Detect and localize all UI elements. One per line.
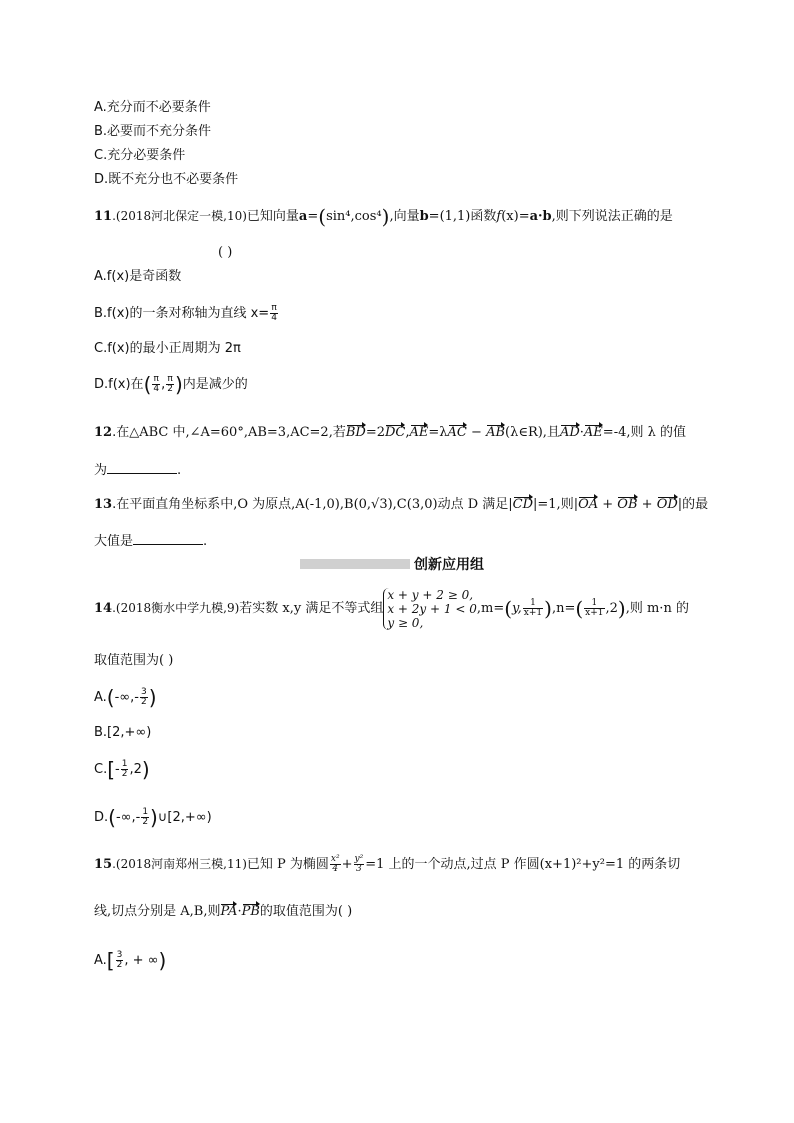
denominator: 2: [142, 817, 149, 827]
vector-ab: AB: [486, 425, 506, 440]
fraction: [166, 375, 174, 394]
q13-text: |的最: [677, 497, 709, 512]
q12-text: ,: [405, 425, 410, 440]
q15-text: 已知 P 为椭圆: [246, 857, 329, 872]
paren-right: ): [617, 596, 626, 621]
numerator: π: [153, 374, 159, 384]
question-number: 12: [94, 425, 113, 440]
q12-text: ·: [579, 425, 584, 440]
bracket-left: [: [107, 757, 116, 782]
numerator: π: [271, 303, 277, 313]
inequality: x + y + 2 ≥ 0,: [387, 587, 474, 602]
q13-text: |=1,则|: [533, 497, 579, 512]
paren-right: ): [158, 948, 167, 973]
denominator: 2: [140, 697, 147, 707]
numerator: 1: [584, 599, 604, 609]
option-text: -∞,-: [114, 690, 139, 705]
vector-pb: PB: [241, 904, 260, 919]
fraction: [330, 855, 341, 874]
denominator: 4: [153, 384, 160, 394]
vector-pa: PA: [220, 904, 238, 919]
denominator: 3: [356, 864, 362, 874]
answer-paren: ( ): [218, 245, 233, 260]
q13-text: 大值是: [94, 534, 134, 549]
q14-option-c: [94, 757, 150, 782]
q14-text: ,m=: [476, 601, 505, 616]
option-text: ∪[2,+∞): [157, 810, 212, 825]
answer-blank[interactable]: [107, 461, 177, 474]
q12-text: −: [466, 425, 487, 440]
numerator: 1: [523, 599, 543, 609]
inequality-system: [383, 588, 477, 630]
option-text: A.: [94, 953, 107, 968]
question-number: 11: [94, 209, 113, 224]
denominator: 4: [332, 864, 339, 874]
option-text: 内是减少的: [182, 377, 248, 392]
q15-stem: [94, 855, 680, 874]
q11-text: ,则下列说法正确的是: [551, 209, 673, 224]
paren-left: (: [318, 204, 327, 229]
q14-text: y,: [512, 601, 522, 616]
numerator: 1: [121, 759, 128, 769]
option-text: A.: [94, 690, 107, 705]
denominator: x+1: [585, 608, 604, 618]
q13-text: +: [598, 497, 618, 512]
dot-product: a·b: [529, 209, 552, 224]
q12-text: =λ: [428, 425, 448, 440]
paren-left: (: [106, 685, 115, 710]
q13-text: .: [203, 534, 208, 549]
q14-line2: 取值范围为( ): [94, 653, 174, 668]
equals: =: [518, 209, 530, 224]
q14-option-a: [94, 685, 157, 710]
fraction: [152, 375, 160, 394]
paren-left: (: [143, 372, 152, 397]
fraction: [270, 304, 278, 323]
q12-line2: [94, 461, 181, 480]
vector-bd: BD: [345, 425, 366, 440]
denominator: 4: [271, 313, 277, 323]
paren-right: ): [148, 685, 157, 710]
option-text: C.: [94, 762, 108, 777]
q11-option-d: D.f(x)在( $\frac{\pi}{4}$ , $\frac{\pi}{2}$ )内是减少的: [94, 372, 248, 397]
q12-text: =-4,则 λ 的值: [602, 425, 686, 440]
q15-text: ·: [237, 904, 242, 919]
bracket-left: [: [106, 948, 115, 973]
vector-ob: OB: [617, 497, 638, 512]
q14-text: ,则 m·n 的: [625, 601, 689, 616]
q12-stem: [94, 424, 686, 442]
numerator: x²: [330, 854, 340, 864]
q10-option-c: C.充分必要条件: [94, 148, 186, 163]
answer-blank[interactable]: [133, 532, 203, 545]
vector-cd: CD: [512, 497, 534, 512]
vector-dc: DC: [385, 425, 406, 440]
fraction: [140, 688, 148, 707]
vector-a: a: [298, 209, 308, 224]
q15-option-a: [94, 948, 167, 973]
option-text: D.: [94, 810, 109, 825]
q11-stem: [94, 204, 673, 229]
denominator: 2: [167, 384, 173, 394]
numerator: y²: [354, 854, 364, 864]
q14-option-b: B.[2,+∞): [94, 725, 152, 740]
vector-ac: AC: [447, 425, 467, 440]
q15-text: 线,切点分别是 A,B,则: [94, 904, 221, 919]
q10-option-a: A.充分而不必要条件: [94, 100, 211, 115]
paren-left: (: [108, 805, 116, 830]
q15-text: =1 上的一个动点,过点 P 作圆(x+1)²+y²=1 的两条切: [365, 857, 681, 872]
vector-b: b: [419, 209, 429, 224]
question-source: .(2018衡水中学九模,9): [112, 601, 240, 615]
q13-text: +: [637, 497, 657, 512]
option-text: D.f(x)在: [94, 377, 144, 392]
paren-right: ): [544, 596, 552, 621]
q15-text: +: [341, 857, 353, 872]
option-text: -∞,-: [115, 810, 141, 825]
question-source: .(2018河北保定一模,10): [112, 209, 247, 223]
q14-stem: [94, 586, 689, 631]
q13-text: .在平面直角坐标系中,O 为原点,A(-1,0),B(0,√3),C(3,0)动点 D 满足|: [112, 497, 513, 512]
q11-text: ,向量: [389, 209, 420, 224]
option-text: , + ∞: [124, 953, 159, 968]
q14-text: ,2: [605, 601, 618, 616]
q11-option-b: [94, 304, 279, 323]
vector-od: OD: [656, 497, 678, 512]
numerator: 1: [142, 807, 149, 817]
fraction: [354, 855, 365, 874]
vector-oa: OA: [578, 497, 599, 512]
paren-right: ): [141, 757, 150, 782]
q11-option-a: A.f(x)是奇函数: [94, 269, 182, 284]
fraction: [141, 808, 149, 827]
q14-text: 若实数 x,y 满足不等式组: [239, 601, 384, 616]
q11-option-c: C.f(x)的最小正周期为 2π: [94, 341, 241, 356]
numerator: 3: [116, 950, 123, 960]
q13-line2: [94, 532, 207, 551]
q12-text: .: [177, 463, 182, 478]
inequality: x + 2y + 1 < 0: [387, 601, 477, 616]
q10-option-d: D.既不充分也不必要条件: [94, 172, 239, 187]
equals: =: [307, 209, 319, 224]
section-bar: [300, 559, 410, 569]
denominator: 2: [116, 960, 123, 970]
q11-text: 已知向量: [246, 209, 299, 224]
q15-line2: [94, 903, 352, 921]
paren-left: (: [504, 596, 513, 621]
section-title: 创新应用组: [414, 557, 484, 573]
inequality: y ≥ 0,: [387, 615, 424, 630]
fraction: [121, 760, 129, 779]
option-text: B.f(x)的一条对称轴为直线 x=: [94, 306, 270, 321]
vector-a-value: sin⁴,cos⁴: [326, 209, 382, 224]
function-arg: (x): [501, 209, 519, 224]
q12-text: 为: [94, 463, 108, 478]
question-number: 13: [94, 497, 113, 512]
vector-ae: AE: [409, 425, 429, 440]
fraction: [523, 599, 543, 618]
vector-ae: AE: [583, 425, 603, 440]
fraction: [584, 599, 604, 618]
option-text: -: [115, 762, 120, 777]
question-number: 14: [94, 601, 113, 616]
numerator: 3: [140, 687, 147, 697]
q12-text: .在△ABC 中,∠A=60°,AB=3,AC=2,若: [112, 425, 346, 440]
denominator: 2: [121, 769, 128, 779]
q14-option-d: [94, 805, 212, 830]
q15-text: 的取值范围为( ): [259, 904, 353, 919]
vector-b-value: =(1,1)函数: [428, 209, 497, 224]
function-f: f: [496, 209, 502, 224]
q14-text: ,n=: [551, 601, 576, 616]
paren-right: ): [174, 372, 183, 397]
question-source: .(2018河南郑州三模,11): [112, 857, 247, 871]
q12-text: (λ∈R),且: [505, 425, 560, 440]
vector-ad: AD: [559, 425, 580, 440]
paren-right: ): [150, 805, 158, 830]
paren-left: (: [575, 596, 584, 621]
question-number: 15: [94, 857, 113, 872]
denominator: x+1: [523, 608, 543, 618]
q10-option-b: B.必要而不充分条件: [94, 124, 212, 139]
option-text: ,2: [129, 762, 142, 777]
q12-text: =2: [365, 425, 385, 440]
fraction: [116, 951, 124, 970]
numerator: π: [167, 374, 173, 384]
paren-right: ): [381, 204, 390, 229]
q13-stem: [94, 496, 708, 514]
